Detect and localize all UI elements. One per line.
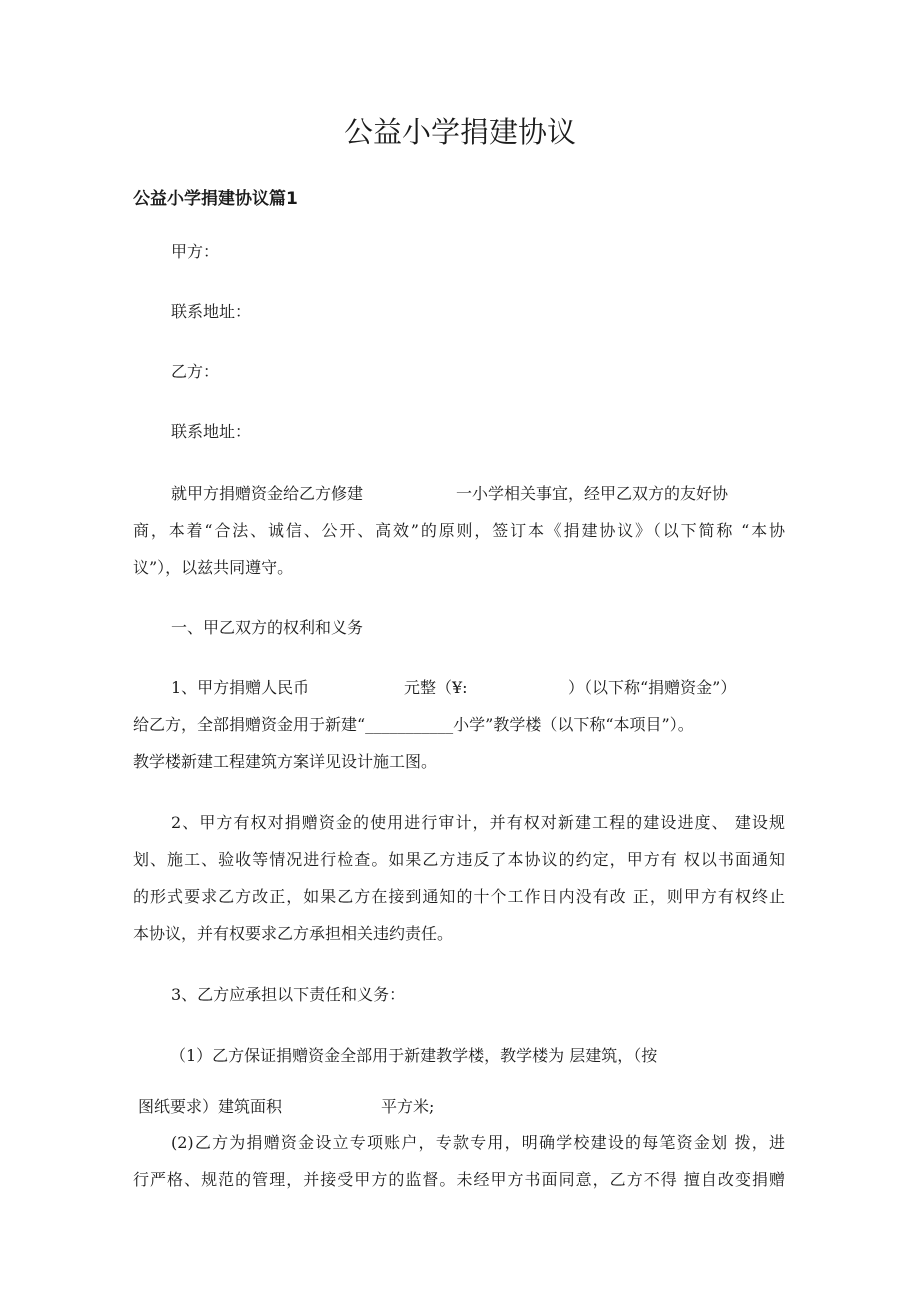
party-b-label: 乙方： — [171, 362, 220, 381]
clause2-line-2: 划、施工、验收等情况进行检查。如果乙方违反了本协议的约定，甲方有 权以书面通知 — [133, 850, 785, 869]
party-a-address-label: 联系地址： — [171, 302, 252, 321]
clause3-item1-line-2b: 平方米; — [381, 1097, 435, 1116]
intro-line-1b: 一小学相关事宜，经甲乙双方的友好协 — [456, 484, 729, 503]
clause1-line-1c: ）（以下称“捐赠资金”） — [568, 678, 737, 697]
clause1-line-1b: 元整（¥: — [404, 678, 468, 697]
clause3-item1-line-1: （1）乙方保证捐赠资金全部用于新建教学楼，教学楼为 层建筑，（按 — [170, 1046, 658, 1065]
clause1-line-1a: 1、甲方捐赠人民币 — [171, 678, 310, 697]
heading-rights-obligations: 一、甲乙双方的权利和义务 — [171, 618, 364, 637]
clause3-item2-line-1: (2)乙方为捐赠资金设立专项账户，专款专用，明确学校建设的每笔资金划 拨，进 — [171, 1133, 785, 1152]
clause2-line-3: 的形式要求乙方改正，如果乙方在接到通知的十个工作日内没有改 正，则甲方有权终止 — [133, 887, 785, 906]
party-a-label: 甲方： — [171, 242, 220, 261]
intro-line-1a: 就甲方捐赠资金给乙方修建 — [171, 484, 364, 503]
intro-line-2: 商，本着“合法、诚信、公开、高效”的原则，签订本《捐建协议》（以下简称 “本协 — [133, 521, 785, 540]
party-b-address-label: 联系地址： — [171, 422, 252, 441]
clause3-heading: 3、乙方应承担以下责任和义务： — [171, 985, 406, 1004]
clause3-item1-line-2a: 图纸要求）建筑面积 — [138, 1097, 283, 1116]
clause2-line-4: 本协议，并有权要求乙方承担相关违约责任。 — [133, 924, 454, 943]
clause3-item2-line-2: 行严格、规范的管理，并接受甲方的监督。未经甲方书面同意，乙方不得 擅自改变捐赠 — [133, 1170, 785, 1189]
section-title: 公益小学捐建协议篇1 — [133, 189, 298, 209]
clause2-line-1: 2、甲方有权对捐赠资金的使用进行审计，并有权对新建工程的建设进度、 建设规 — [171, 813, 785, 832]
document-title: 公益小学捐建协议 — [343, 115, 576, 149]
clause1-line-3: 教学楼新建工程建筑方案详见设计施工图。 — [133, 752, 438, 771]
clause1-line-2: 给乙方，全部捐赠资金用于新建“___________小学”教学楼（以下称“本项目”）。 — [133, 715, 694, 734]
intro-line-3: 议”），以兹共同遵守。 — [133, 558, 294, 577]
